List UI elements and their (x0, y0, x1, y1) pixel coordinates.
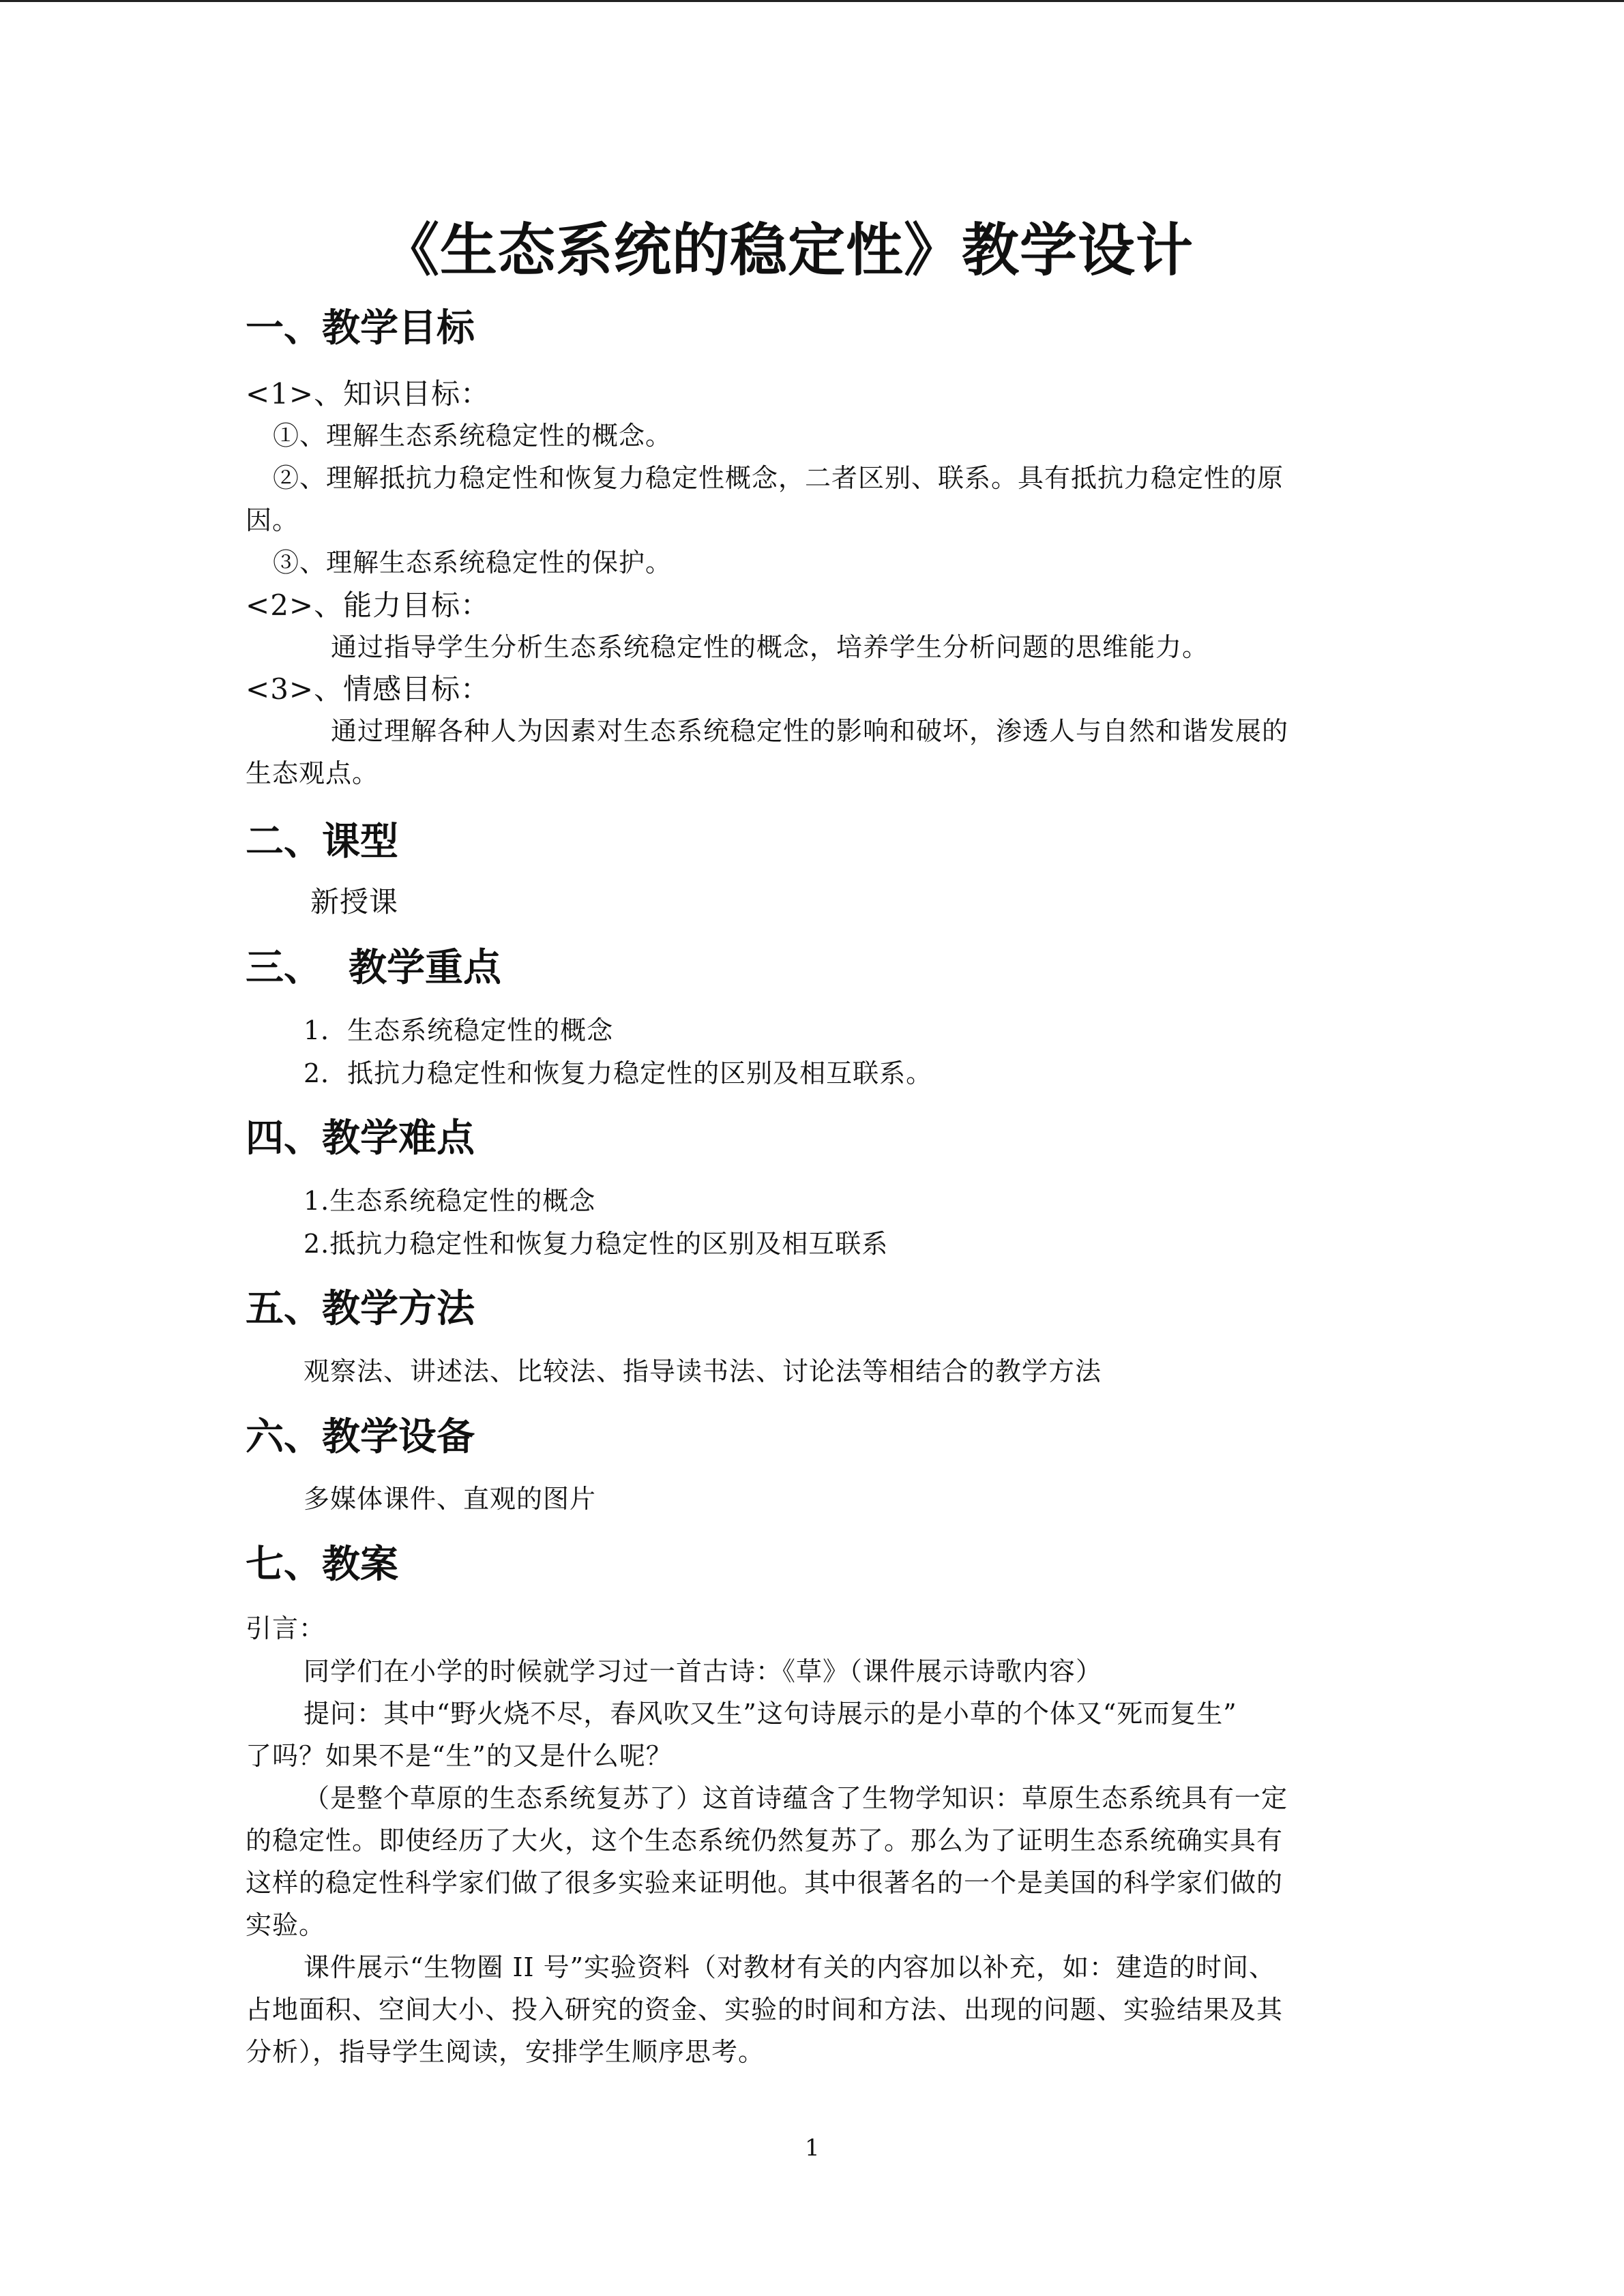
intro-paragraph-4-line2: 占地面积、空间大小、投入研究的资金、实验的时间和方法、出现的问题、实验结果及其 (246, 1995, 1284, 2025)
knowledge-goal-label: <1>、知识目标： (246, 377, 490, 411)
difficulty-1: 1.生态系统稳定性的概念 (304, 1186, 596, 1216)
course-type-text: 新授课 (310, 885, 399, 919)
ability-goal-label: <2>、能力目标： (246, 588, 490, 622)
document-title: 《生态系统的稳定性》教学设计 (382, 217, 1194, 284)
section-heading-course-type: 二、课型 (246, 820, 398, 864)
methods-text: 观察法、讲述法、比较法、指导读书法、讨论法等相结合的教学方法 (304, 1356, 1102, 1386)
intro-paragraph-2-line1: 提问：其中“野火烧不尽，春风吹又生”这句诗展示的是小草的个体又“死而复生” (304, 1699, 1237, 1729)
intro-label: 引言： (246, 1613, 326, 1643)
intro-paragraph-4-line1: 课件展示“生物圈 II 号”实验资料（对教材有关的内容加以补充，如：建造的时间、 (304, 1952, 1276, 1982)
section-heading-lesson-plan: 七、教案 (246, 1542, 398, 1587)
emotion-goal-line1: 通过理解各种人为因素对生态系统稳定性的影响和破坏，渗透人与自然和谐发展的 (331, 716, 1289, 746)
knowledge-goal-1: ①、理解生态系统稳定性的概念。 (273, 421, 673, 451)
emotion-goal-label: <3>、情感目标： (246, 672, 490, 706)
intro-paragraph-2-line2: 了吗？如果不是“生”的又是什么呢？ (246, 1741, 673, 1771)
emotion-goal-line2: 生态观点。 (246, 758, 379, 788)
knowledge-goal-2-line1: ②、理解抵抗力稳定性和恢复力稳定性概念，二者区别、联系。具有抵抗力稳定性的原 (273, 463, 1284, 493)
ability-goal-text: 通过指导学生分析生态系统稳定性的概念，培养学生分析问题的思维能力。 (331, 632, 1209, 662)
page-number: 1 (805, 2134, 820, 2162)
knowledge-goal-2-line2: 因。 (246, 505, 299, 535)
difficulty-2: 2.抵抗力稳定性和恢复力稳定性的区别及相互联系 (304, 1229, 889, 1259)
section-heading-key-points: 三、 教学重点 (246, 946, 501, 990)
section-heading-difficulties: 四、教学难点 (246, 1116, 475, 1161)
page-top-border (0, 0, 1624, 2)
intro-paragraph-3-line4: 实验。 (246, 1910, 326, 1940)
intro-paragraph-1: 同学们在小学的时候就学习过一首古诗：《草》（课件展示诗歌内容） (304, 1656, 1103, 1686)
key-point-1: 1．生态系统稳定性的概念 (304, 1015, 614, 1045)
intro-paragraph-3-line3: 这样的稳定性科学家们做了很多实验来证明他。其中很著名的一个是美国的科学家们做的 (246, 1868, 1284, 1898)
section-heading-methods: 五、教学方法 (246, 1287, 475, 1331)
intro-paragraph-4-line3: 分析），指导学生阅读，安排学生顺序思考。 (246, 2037, 765, 2067)
key-point-2: 2．抵抗力稳定性和恢复力稳定性的区别及相互联系。 (304, 1058, 933, 1088)
equipment-text: 多媒体课件、直观的图片 (304, 1484, 597, 1514)
section-heading-objectives: 一、教学目标 (246, 306, 475, 351)
knowledge-goal-3: ③、理解生态系统稳定性的保护。 (273, 548, 673, 578)
section-heading-equipment: 六、教学设备 (246, 1415, 475, 1459)
intro-paragraph-3-line2: 的稳定性。即使经历了大火，这个生态系统仍然复苏了。那么为了证明生态系统确实具有 (246, 1825, 1284, 1855)
intro-paragraph-3-line1: （是整个草原的生态系统复苏了）这首诗蕴含了生物学知识：草原生态系统具有一定 (304, 1783, 1288, 1813)
